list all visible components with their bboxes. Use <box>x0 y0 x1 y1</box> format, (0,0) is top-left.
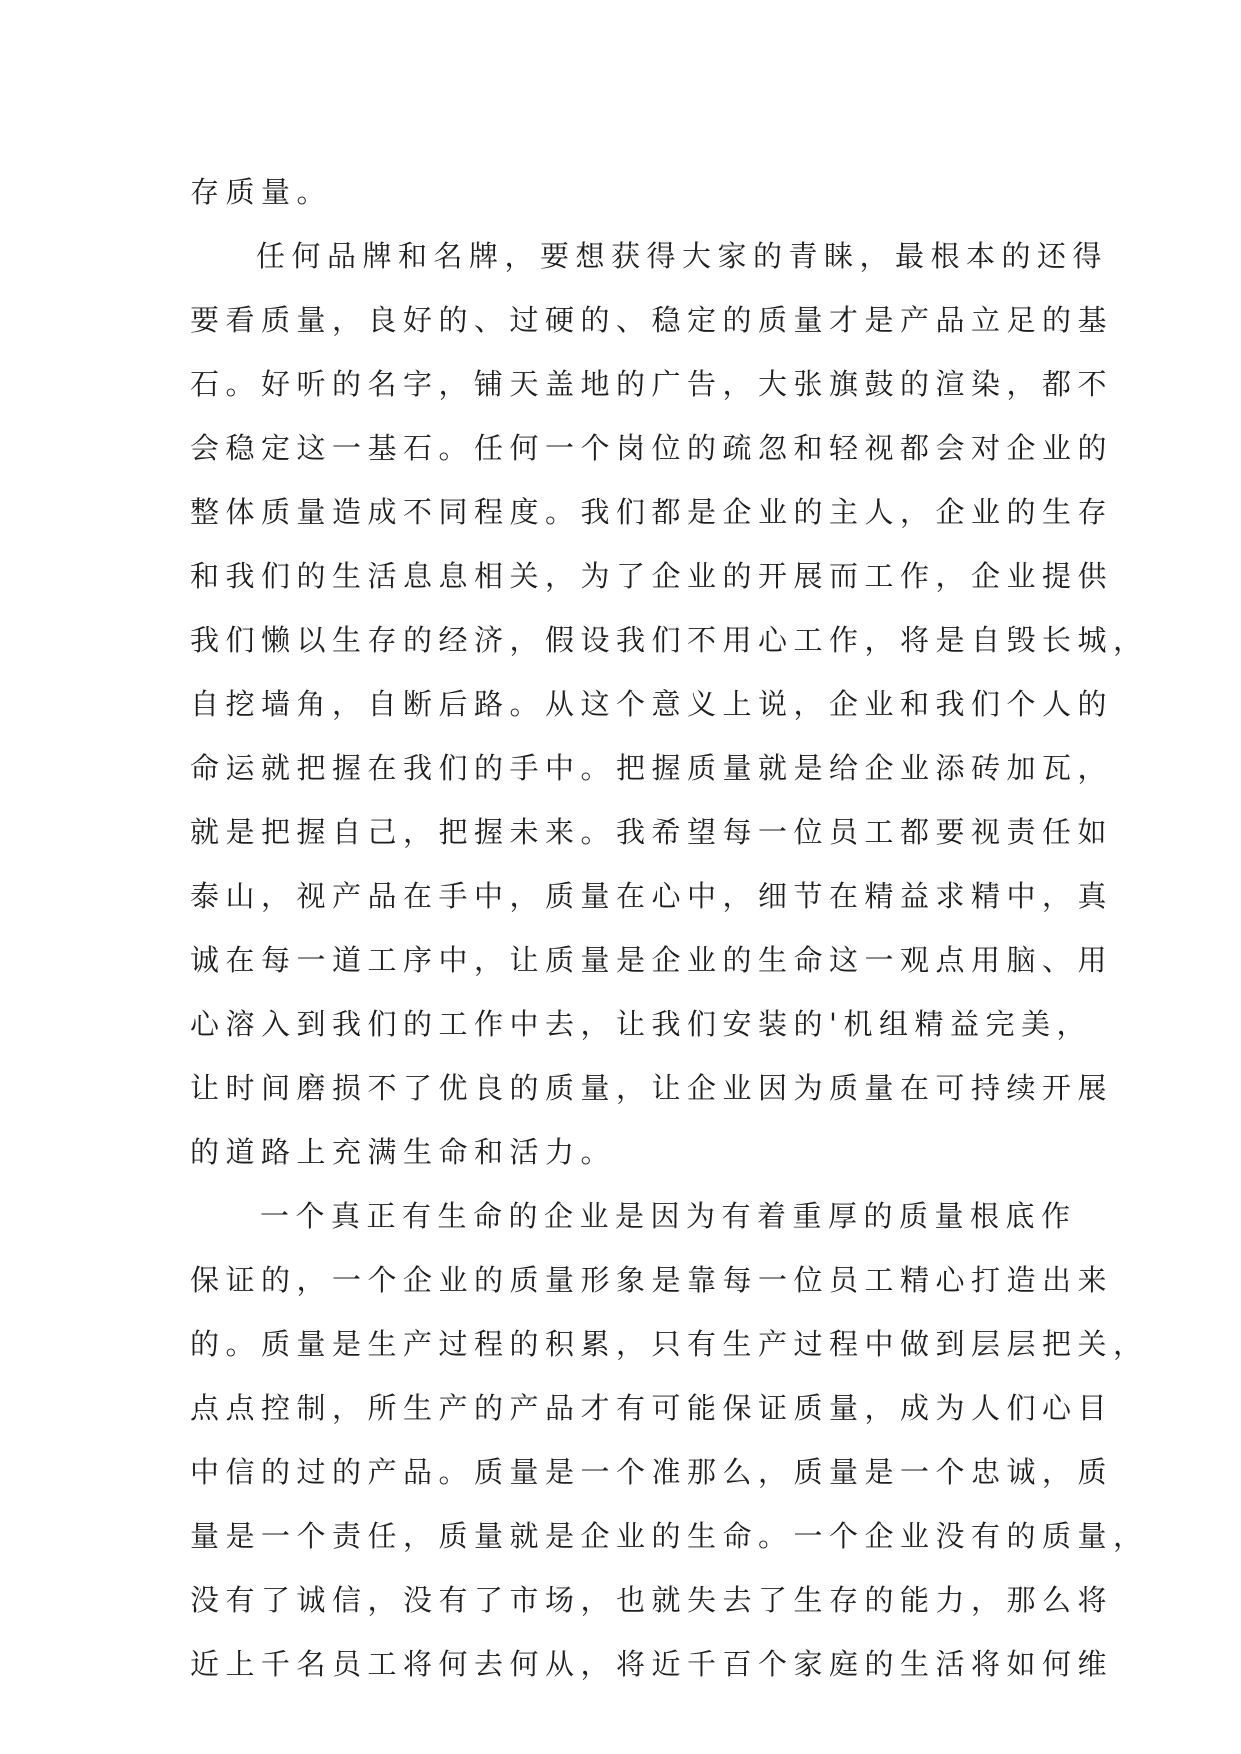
text-line: 让时间磨损不了优良的质量，让企业因为质量在可持续开展 <box>190 1071 1114 1105</box>
text-line: 没有了诚信，没有了市场，也就失去了生存的能力，那么将 <box>190 1583 1114 1617</box>
text-line: 会稳定这一基石。任何一个岗位的疏忽和轻视都会对企业的 <box>190 431 1114 465</box>
text-line: 石。好听的名字，铺天盖地的广告，大张旗鼓的渲染，都不 <box>190 367 1114 401</box>
text-line: 存质量。 <box>190 175 333 209</box>
paragraph-first-line: 任何品牌和名牌，要想获得大家的青睐，最根本的还得 <box>256 239 1109 273</box>
text-line: 的道路上充满生命和活力。 <box>190 1135 617 1169</box>
text-line: 和我们的生活息息相关，为了企业的开展而工作，企业提供 <box>190 559 1114 593</box>
text-line: 中信的过的产品。质量是一个准那么，质量是一个忠诚，质 <box>190 1455 1114 1489</box>
text-line: 泰山，视产品在手中，质量在心中，细节在精益求精中，真 <box>190 879 1114 913</box>
text-line: 我们懒以生存的经济，假设我们不用心工作，将是自毁长城， <box>190 623 1149 657</box>
text-line: 整体质量造成不同程度。我们都是企业的主人，企业的生存 <box>190 495 1114 529</box>
text-line: 近上千名员工将何去何从，将近千百个家庭的生活将如何维 <box>190 1647 1114 1681</box>
text-line: 自挖墙角，自断后路。从这个意义上说，企业和我们个人的 <box>190 687 1114 721</box>
text-line: 诚在每一道工序中，让质量是企业的生命这一观点用脑、用 <box>190 943 1114 977</box>
text-line: 点点控制，所生产的产品才有可能保证质量，成为人们心目 <box>190 1391 1114 1425</box>
text-line: 的。质量是生产过程的积累，只有生产过程中做到层层把关， <box>190 1327 1149 1361</box>
text-line: 就是把握自己，把握未来。我希望每一位员工都要视责任如 <box>190 815 1114 849</box>
text-line: 要看质量，良好的、过硬的、稳定的质量才是产品立足的基 <box>190 303 1114 337</box>
text-line: 命运就把握在我们的手中。把握质量就是给企业添砖加瓦， <box>190 751 1114 785</box>
text-line: 保证的，一个企业的质量形象是靠每一位员工精心打造出来 <box>190 1263 1114 1297</box>
document-body <box>190 160 1149 1696</box>
text-line: 量是一个责任，质量就是企业的生命。一个企业没有的质量， <box>190 1519 1149 1553</box>
text-line: 心溶入到我们的工作中去，让我们安装的'机组精益完美， <box>190 1007 1092 1041</box>
paragraph-first-line: 一个真正有生命的企业是因为有着重厚的质量根底作 <box>260 1199 1077 1233</box>
